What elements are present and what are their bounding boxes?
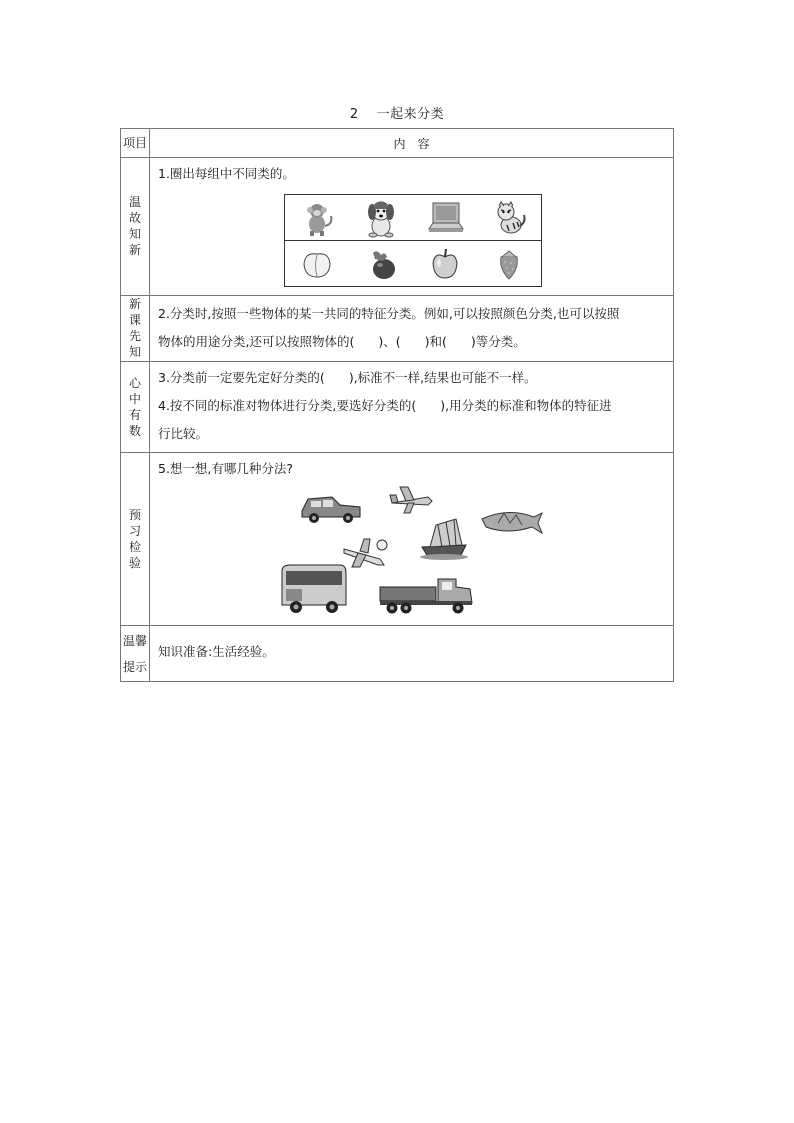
truck-icon[interactable] [376,575,476,617]
section-check [121,453,674,626]
strawberry-icon[interactable] [489,245,529,283]
section-preview [121,296,674,362]
bus-icon[interactable] [278,563,348,615]
question-4-cont: 行比较。 [158,426,209,441]
lesson-title: 一起来分类 [376,107,445,122]
question-4: 4.按不同的标准对物体进行分类,要选好分类的( ),用分类的标准和物体的特征进 [158,398,612,413]
section-tip [121,626,674,682]
tip-text: 知识准备:生活经验。 [158,643,275,659]
header-content: 内 容 [150,129,674,158]
eggplant-icon[interactable] [361,245,401,283]
question-1: 1.圈出每组中不同类的。 [158,166,295,181]
lesson-number: 2 [349,107,359,122]
tiger-icon[interactable] [489,198,529,238]
monkey-icon[interactable] [297,198,337,238]
picture-row-fruits [285,240,541,286]
page-title [0,103,794,122]
header-row [121,129,674,158]
vehicle-picture [158,483,665,621]
question-3: 3.分类前一定要先定好分类的( ),标准不一样,结果也可能不一样。 [158,370,537,385]
section-label-understanding: 心中有数 [128,375,141,438]
peach-icon[interactable] [297,246,337,282]
section-label-review: 温故知新 [128,195,141,257]
section-label-check: 预习检验 [128,507,141,570]
laptop-icon[interactable] [425,199,465,237]
question-2-line-2: 物体的用途分类,还可以按照物体的( )、( )和( )等分类。 [158,334,526,349]
worksheet-table [120,128,674,682]
section-understanding [121,362,674,453]
apple-icon[interactable] [425,245,465,283]
ship-icon[interactable] [416,513,472,561]
section-review [121,158,674,296]
question-5: 5.想一想,有哪几种分法? [158,461,294,476]
dog-icon[interactable] [361,197,401,239]
section-label-tip: 温馨提示 [122,633,147,674]
airship-icon[interactable] [478,501,546,541]
car-icon[interactable] [298,491,364,525]
small-plane-icon[interactable] [388,483,436,517]
header-item: 项目 [121,129,150,158]
picture-row-animals [285,195,541,240]
question-2-line-1: 2.分类时,按照一些物体的某一共同的特征分类。例如,可以按照颜色分类,也可以按照 [158,306,620,321]
picture-grid [284,194,542,287]
section-label-preview: 新课先知 [128,297,141,359]
